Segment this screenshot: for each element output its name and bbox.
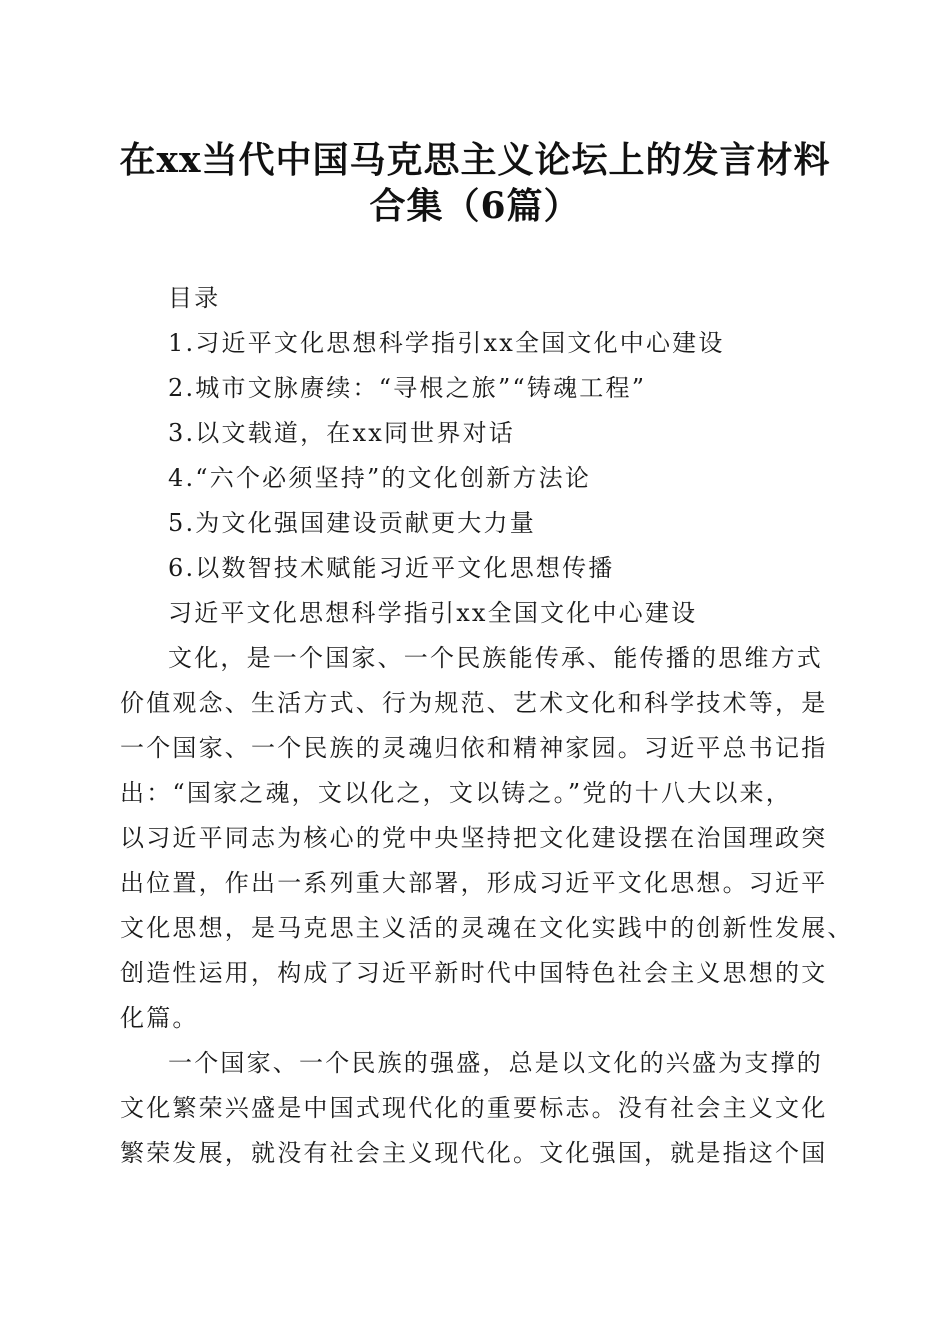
toc-item-3: 3.以文载道，在xx同世界对话 [168, 419, 515, 447]
paragraph-1-line: 出：“国家之魂，文以化之，文以铸之。”党的十八大以来， [120, 779, 792, 807]
toc-item-4: 4.“六个必须坚持”的文化创新方法论 [168, 464, 592, 492]
paragraph-1-line: 文化思想，是马克思主义活的灵魂在文化实践中的创新性发展、 [120, 914, 854, 942]
paragraph-1-line: 创造性运用，构成了习近平新时代中国特色社会主义思想的文 [120, 959, 828, 987]
document-title-line-2: 合集（6篇） [369, 185, 581, 227]
toc-item-1: 1.习近平文化思想科学指引xx全国文化中心建设 [168, 329, 725, 357]
paragraph-1-line: 价值观念、生活方式、行为规范、艺术文化和科学技术等，是 [120, 689, 828, 717]
paragraph-2-line: 繁荣发展，就没有社会主义现代化。文化强国，就是指这个国 [120, 1139, 828, 1167]
paragraph-1-line: 文化，是一个国家、一个民族能传承、能传播的思维方式 [168, 644, 823, 672]
paragraph-1-line: 一个国家、一个民族的灵魂归依和精神家园。习近平总书记指 [120, 734, 828, 762]
section-title: 习近平文化思想科学指引xx全国文化中心建设 [168, 599, 698, 627]
paragraph-2-line: 文化繁荣兴盛是中国式现代化的重要标志。没有社会主义文化 [120, 1094, 828, 1122]
toc-heading: 目录 [168, 284, 221, 312]
document-title-line-1: 在xx当代中国马克思主义论坛上的发言材料 [119, 139, 831, 181]
paragraph-1-line: 出位置，作出一系列重大部署，形成习近平文化思想。习近平 [120, 869, 828, 897]
toc-item-2: 2.城市文脉赓续：“寻根之旅”“铸魂工程” [168, 374, 647, 402]
toc-item-5: 5.为文化强国建设贡献更大力量 [168, 509, 536, 537]
paragraph-2-line: 一个国家、一个民族的强盛，总是以文化的兴盛为支撑的 [168, 1049, 823, 1077]
toc-item-6: 6.以数智技术赋能习近平文化思想传播 [168, 554, 615, 582]
paragraph-1-line: 以习近平同志为核心的党中央坚持把文化建设摆在治国理政突 [120, 824, 828, 852]
paragraph-1-line: 化篇。 [120, 1004, 199, 1032]
